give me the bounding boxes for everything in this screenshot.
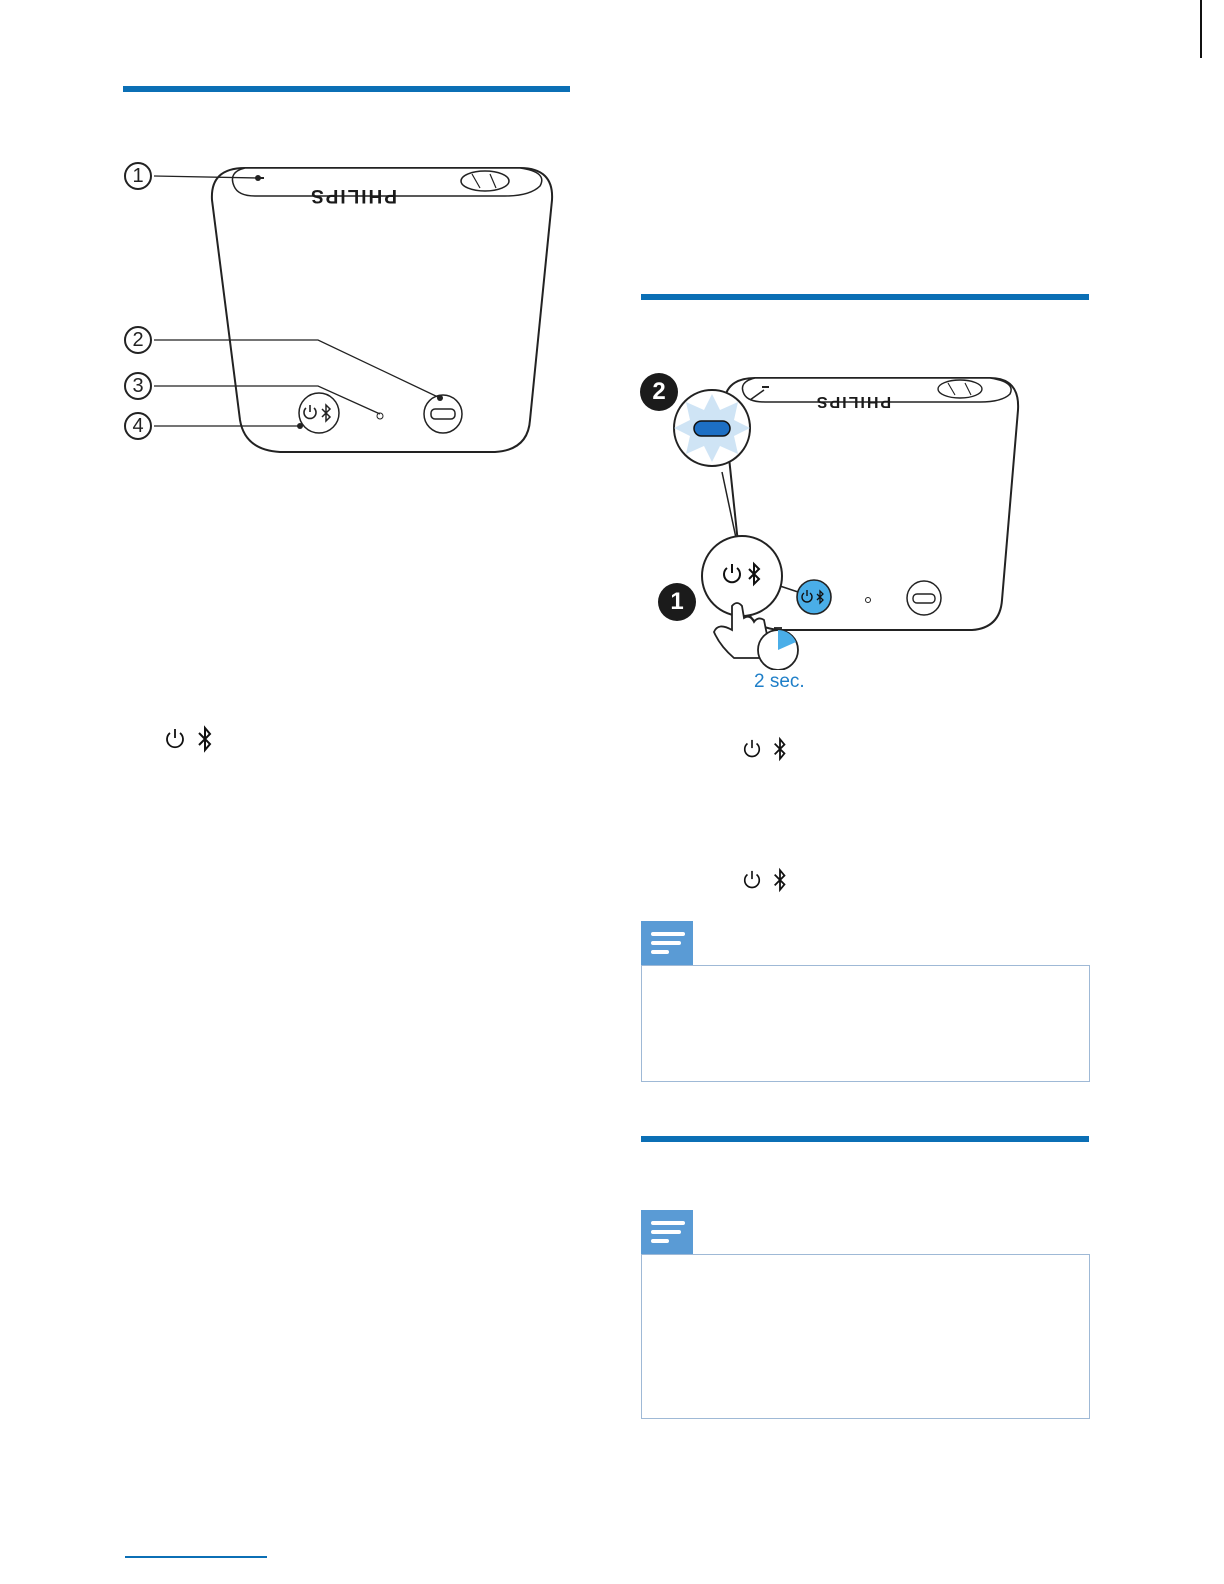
- callout-3: 3: [124, 372, 152, 400]
- callout-1: 1: [124, 162, 152, 190]
- power-icon: [742, 738, 762, 760]
- section-rule-right-2: [641, 1136, 1089, 1142]
- brand-logo: PHILIPS: [309, 185, 397, 206]
- power-icon: [742, 869, 762, 891]
- bluetooth-icon: [196, 725, 214, 753]
- button-symbols-left: [164, 724, 214, 754]
- note-box-2: [641, 1254, 1090, 1419]
- strap-slot-icon: [938, 380, 982, 398]
- callout-2: 2: [124, 326, 152, 354]
- note-icon: [641, 921, 693, 965]
- bluetooth-icon: [772, 736, 788, 762]
- speaker-body: [212, 168, 552, 452]
- note-icon: [641, 1210, 693, 1254]
- section-rule-right-1: [641, 294, 1089, 300]
- section-rule-left: [123, 86, 570, 92]
- callout-4: 4: [124, 412, 152, 440]
- hold-time-label: 2 sec.: [754, 671, 805, 692]
- power-icon: [164, 727, 186, 751]
- button-symbols-right-2: [742, 865, 788, 895]
- step-badge-1: 1: [658, 583, 696, 621]
- note-box-1: [641, 965, 1090, 1082]
- footer-rule: [125, 1556, 267, 1558]
- power-on-illustration: [640, 360, 1040, 670]
- brand-logo: PHILIPS: [814, 393, 892, 410]
- page-edge-line: [1200, 0, 1202, 58]
- led-lit-indicator: [694, 421, 730, 436]
- step-badge-2: 2: [640, 373, 678, 411]
- button-zoom-circle: [702, 536, 782, 616]
- speaker-overview-illustration: [110, 150, 580, 470]
- led-indicator-icon: [866, 598, 871, 603]
- bluetooth-icon: [772, 867, 788, 893]
- strap-slot-icon: [461, 171, 509, 191]
- micro-usb-port-icon: [913, 594, 935, 603]
- power-bluetooth-button: [299, 393, 339, 433]
- button-symbols-right-1: [742, 734, 788, 764]
- micro-usb-port-icon: [431, 409, 455, 419]
